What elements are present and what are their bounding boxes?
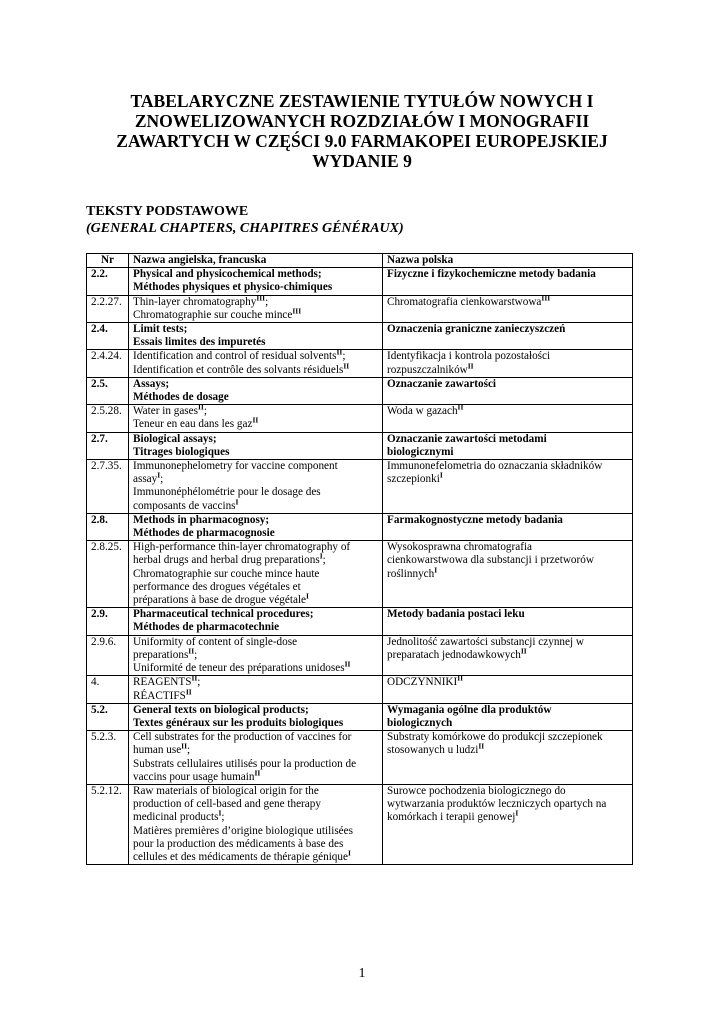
- line-suffix: ;: [322, 554, 326, 567]
- revision-marker: I: [157, 470, 161, 480]
- header-nr: Nr: [87, 254, 129, 268]
- table-row: [87, 377, 633, 404]
- revision-marker: III: [292, 306, 302, 316]
- text-line: [133, 306, 378, 322]
- text-line: [133, 347, 378, 363]
- text-line: [133, 581, 378, 594]
- text-line: [133, 433, 378, 446]
- line-text: Water in gases: [133, 405, 198, 418]
- english-french-name: [129, 402, 383, 432]
- text-line: [387, 731, 628, 744]
- revision-marker: II: [188, 646, 195, 656]
- text-line: [133, 767, 378, 784]
- table-row: [87, 432, 633, 459]
- text-line: [387, 785, 628, 798]
- english-french-name: [129, 673, 383, 703]
- text-line: [133, 636, 378, 649]
- line-suffix: ;: [342, 350, 346, 363]
- text-line: [387, 323, 628, 336]
- text-line: [133, 848, 378, 864]
- revision-marker: I: [515, 808, 519, 818]
- revision-marker: I: [235, 496, 239, 506]
- polish-name: [383, 402, 633, 432]
- line-text: Assays;: [133, 377, 170, 390]
- english-french-name: [129, 784, 383, 864]
- revision-marker: II: [478, 741, 485, 751]
- text-line: [133, 496, 378, 513]
- text-line: [133, 415, 378, 431]
- polish-name: [383, 703, 633, 730]
- revision-marker: II: [336, 347, 343, 357]
- line-text: Identification et contrôle des solvants résiduels: [133, 363, 344, 376]
- text-line: [133, 391, 378, 404]
- text-line: [387, 704, 628, 717]
- text-line: [133, 704, 378, 717]
- text-line: [133, 741, 378, 757]
- text-line: [387, 646, 628, 662]
- text-line: [387, 402, 628, 418]
- line-text: medicinal products: [133, 811, 219, 824]
- revision-marker: II: [181, 741, 188, 751]
- line-text: Titrages biologiques: [133, 445, 230, 458]
- row-number: 2.5.: [87, 377, 129, 404]
- text-line: [133, 541, 378, 554]
- section-subheading: (GENERAL CHAPTERS, CHAPITRES GÉNÉRAUX): [86, 221, 404, 236]
- line-text: Wymagania ogólne dla produktów: [387, 703, 552, 716]
- line-text: Metody badania postaci leku: [387, 608, 525, 621]
- english-french-name: [129, 541, 383, 608]
- revision-marker: I: [306, 591, 309, 601]
- line-suffix: ;: [203, 405, 207, 418]
- revision-marker: II: [344, 659, 351, 669]
- english-french-name: [129, 731, 383, 785]
- revision-marker: II: [252, 415, 259, 425]
- line-text: High-performance thin-layer chromatography of: [133, 541, 351, 554]
- row-number: 2.8.25.: [87, 541, 129, 608]
- line-text: Substrats cellulaires utilisés pour la production de: [133, 757, 357, 770]
- line-text: cienkowarstwowa dla substancji i przetworów: [387, 554, 594, 567]
- english-french-name: [129, 432, 383, 459]
- text-line: [133, 608, 378, 621]
- row-number: 5.2.: [87, 703, 129, 730]
- line-text: human use: [133, 744, 182, 757]
- text-line: [387, 608, 628, 621]
- polish-name: [383, 513, 633, 540]
- text-line: [387, 514, 628, 527]
- line-text: biologicznych: [387, 716, 453, 729]
- text-line: [133, 808, 378, 824]
- line-suffix: ;: [194, 648, 198, 661]
- text-line: [387, 378, 628, 391]
- revision-marker: I: [319, 551, 323, 561]
- row-number: 2.7.35.: [87, 460, 129, 514]
- line-text: Wysokosprawna chromatografia: [387, 541, 533, 554]
- line-suffix: ;: [197, 676, 201, 689]
- title-line: TABELARYCZNE ZESTAWIENIE TYTUŁÓW NOWYCH I: [130, 91, 594, 111]
- english-french-name: [129, 513, 383, 540]
- line-text: komórkach i terapii genowej: [387, 811, 516, 824]
- text-line: [133, 378, 378, 391]
- row-number: 2.9.: [87, 608, 129, 635]
- english-french-name: [129, 292, 383, 322]
- line-suffix: ;: [187, 744, 191, 757]
- english-french-name: [129, 608, 383, 635]
- text-line: [133, 486, 378, 499]
- table-row: [87, 731, 633, 785]
- text-line: [133, 360, 378, 377]
- text-line: [133, 686, 378, 703]
- line-text: Physical and physicochemical methods;: [133, 268, 322, 281]
- text-line: [387, 808, 628, 824]
- text-line: [133, 527, 378, 540]
- line-text: Oznaczanie zawartości: [387, 377, 497, 390]
- text-line: [387, 446, 628, 459]
- text-line: [133, 568, 378, 581]
- document-title: [90, 91, 634, 171]
- table-row: [87, 513, 633, 540]
- revision-marker: II: [457, 402, 464, 412]
- revision-marker: III: [541, 292, 551, 302]
- title-line: ZNOWELIZOWANYCH ROZDZIAŁÓW I MONOGRAFII: [134, 111, 590, 131]
- line-text: Méthodes de dosage: [133, 391, 229, 404]
- text-line: [133, 551, 378, 567]
- polish-name: [383, 432, 633, 459]
- table-row: [87, 268, 633, 295]
- revision-marker: II: [343, 360, 350, 370]
- line-text: Oznaczanie zawartości metodami: [387, 432, 547, 445]
- line-text: Chromatographie sur couche mince haute: [133, 567, 320, 580]
- english-french-name: [129, 460, 383, 514]
- line-text: préparations à base de drogue végétale: [133, 594, 307, 607]
- table-row: [87, 635, 633, 676]
- row-number: 4.: [87, 676, 129, 703]
- english-french-name: [129, 703, 383, 730]
- polish-name: [383, 784, 633, 864]
- text-line: [133, 470, 378, 486]
- english-french-name: [129, 268, 383, 295]
- row-number: 2.4.24.: [87, 350, 129, 377]
- line-text: Uniformité de teneur des préparations unidoses: [133, 662, 345, 675]
- line-text: composants de vaccins: [133, 499, 236, 512]
- line-text: Chromatographie sur couche mince: [133, 308, 293, 321]
- text-line: [387, 541, 628, 554]
- line-text: Identification and control of residual solvents: [133, 350, 337, 363]
- text-line: [133, 621, 378, 634]
- polish-name: [383, 350, 633, 377]
- english-french-name: [129, 635, 383, 676]
- revision-marker: II: [467, 360, 474, 370]
- line-text: pour la production des médicaments à base des: [133, 837, 344, 850]
- line-text: herbal drugs and herbal drug preparations: [133, 554, 320, 567]
- text-line: [133, 731, 378, 744]
- page-number: 1: [358, 966, 366, 981]
- text-line: [387, 554, 628, 567]
- table-body: [87, 268, 633, 865]
- line-text: Limit tests;: [133, 323, 188, 336]
- line-suffix: ;: [160, 473, 164, 486]
- title-line: WYDANIE 9: [312, 151, 412, 171]
- line-text: Farmakognostyczne metody badania: [387, 513, 563, 526]
- revision-marker: II: [254, 767, 261, 777]
- line-text: Thin-layer chromatography: [133, 295, 257, 308]
- text-line: [133, 673, 378, 689]
- text-line: [387, 268, 628, 281]
- line-suffix: ;: [221, 811, 225, 824]
- row-number: 5.2.12.: [87, 784, 129, 864]
- table-row: [87, 405, 633, 432]
- polish-name: [383, 460, 633, 514]
- line-text: Jednolitość zawartości substancji czynnej w: [387, 635, 584, 648]
- line-text: General texts on biological products;: [133, 703, 309, 716]
- line-text: roślinnych: [387, 567, 435, 580]
- table-header-row: [87, 254, 633, 268]
- text-line: [133, 717, 378, 730]
- line-text: Pharmaceutical technical procedures;: [133, 608, 314, 621]
- header-polish: Nazwa polska: [383, 254, 633, 268]
- line-text: Essais limites des impuretés: [133, 336, 266, 349]
- table-row: [87, 323, 633, 350]
- text-line: [133, 514, 378, 527]
- polish-name: [383, 377, 633, 404]
- revision-marker: II: [191, 673, 198, 683]
- line-text: Identyfikacja i kontrola pozostałości: [387, 350, 551, 363]
- row-number: 5.2.3.: [87, 731, 129, 785]
- revision-marker: III: [256, 292, 266, 302]
- text-line: [133, 798, 378, 811]
- row-number: 2.9.6.: [87, 635, 129, 676]
- table-row: [87, 460, 633, 514]
- line-text: szczepionki: [387, 473, 440, 486]
- line-text: stosowanych u ludzi: [387, 744, 479, 757]
- text-line: [133, 292, 378, 309]
- line-text: production of cell-based and gene therapy: [133, 798, 321, 811]
- line-text: Méthodes de pharmacotechnie: [133, 621, 280, 634]
- text-line: [133, 460, 378, 473]
- table-row: [87, 703, 633, 730]
- chapters-table: [86, 253, 633, 865]
- row-number: 2.5.28.: [87, 405, 129, 432]
- line-text: Substraty komórkowe do produkcji szczepionek: [387, 731, 603, 744]
- revision-marker: II: [185, 686, 192, 696]
- english-french-name: [129, 323, 383, 350]
- line-text: Oznaczenia graniczne zanieczyszczeń: [387, 323, 566, 336]
- revision-marker: II: [457, 673, 464, 683]
- polish-name: [383, 323, 633, 350]
- line-text: Matières premières d’origine biologique utilisées: [133, 824, 353, 837]
- line-text: REAGENTS: [133, 676, 192, 689]
- line-text: performance des drogues végétales et: [133, 580, 301, 593]
- line-text: Cell substrates for the production of vaccines for: [133, 731, 352, 744]
- text-line: [133, 268, 378, 281]
- polish-name: [383, 268, 633, 295]
- line-text: ODCZYNNIKI: [387, 676, 458, 689]
- line-text: Immunonefelometria do oznaczania składników: [387, 460, 603, 473]
- line-text: Méthodes de pharmacognosie: [133, 527, 275, 540]
- revision-marker: I: [347, 848, 351, 858]
- table-row: [87, 541, 633, 608]
- line-text: Immunonéphélométrie pour le dosage des: [133, 486, 321, 499]
- line-text: RÉACTIFS: [133, 689, 186, 702]
- table-row: [87, 608, 633, 635]
- text-line: [133, 838, 378, 851]
- text-line: [133, 323, 378, 336]
- text-line: [133, 646, 378, 662]
- text-line: [387, 673, 628, 689]
- text-line: [133, 659, 378, 675]
- line-text: Teneur en eau dans les gaz: [133, 418, 253, 431]
- line-text: vaccins pour usage humain: [133, 770, 255, 783]
- line-text: rozpuszczalników: [387, 363, 468, 376]
- section-heading: TEKSTY PODSTAWOWE: [86, 204, 249, 219]
- line-text: preparatach jednodawkowych: [387, 648, 521, 661]
- text-line: [387, 292, 628, 309]
- polish-name: [383, 541, 633, 608]
- revision-marker: I: [434, 564, 438, 574]
- line-text: Fizyczne i fizykochemiczne metody badania: [387, 268, 596, 281]
- line-text: Woda w gazach: [387, 405, 458, 418]
- line-text: preparations: [133, 648, 189, 661]
- text-line: [133, 785, 378, 798]
- title-line: ZAWARTYCH W CZĘŚCI 9.0 FARMAKOPEI EUROPEJSKIEJ: [116, 131, 608, 151]
- row-number: 2.7.: [87, 432, 129, 459]
- text-line: [387, 564, 628, 581]
- line-text: biologicznymi: [387, 445, 454, 458]
- text-line: [387, 460, 628, 473]
- row-number: 2.4.: [87, 323, 129, 350]
- text-line: [387, 360, 628, 377]
- text-line: [133, 446, 378, 459]
- table-row: [87, 295, 633, 322]
- polish-name: [383, 635, 633, 676]
- text-line: [387, 433, 628, 446]
- text-line: [387, 636, 628, 649]
- polish-name: [383, 673, 633, 703]
- line-text: Surowce pochodzenia biologicznego do: [387, 784, 566, 797]
- line-text: Biological assays;: [133, 432, 217, 445]
- revision-marker: I: [218, 808, 222, 818]
- polish-name: [383, 292, 633, 322]
- english-french-name: [129, 377, 383, 404]
- line-text: Uniformity of content of single-dose: [133, 635, 298, 648]
- english-french-name: [129, 347, 383, 377]
- table-row: [87, 784, 633, 864]
- line-text: Méthodes physiques et physico-chimiques: [133, 281, 333, 294]
- line-text: Raw materials of biological origin for the: [133, 784, 319, 797]
- line-text: Immunonephelometry for vaccine component: [133, 460, 338, 473]
- text-line: [133, 591, 378, 607]
- line-text: Textes généraux sur les produits biologiques: [133, 716, 344, 729]
- line-text: cellules et des médicaments de thérapie génique: [133, 850, 348, 863]
- revision-marker: II: [197, 402, 204, 412]
- revision-marker: I: [439, 470, 443, 480]
- header-english-french: Nazwa angielska, francuska: [129, 254, 383, 268]
- line-suffix: ;: [265, 295, 269, 308]
- text-line: [387, 717, 628, 730]
- line-text: wytwarzania produktów leczniczych opartych na: [387, 798, 607, 811]
- table-row: [87, 676, 633, 703]
- line-text: Chromatografia cienkowarstwowa: [387, 295, 542, 308]
- text-line: [387, 798, 628, 811]
- line-text: Methods in pharmacognosy;: [133, 513, 270, 526]
- text-line: [387, 741, 628, 757]
- polish-name: [383, 731, 633, 785]
- revision-marker: II: [520, 646, 527, 656]
- row-number: 2.2.: [87, 268, 129, 295]
- polish-name: [383, 608, 633, 635]
- row-number: 2.8.: [87, 513, 129, 540]
- line-text: assay: [133, 473, 158, 486]
- text-line: [387, 350, 628, 363]
- table-row: [87, 350, 633, 377]
- row-number: 2.2.27.: [87, 295, 129, 322]
- text-line: [133, 825, 378, 838]
- text-line: [387, 470, 628, 486]
